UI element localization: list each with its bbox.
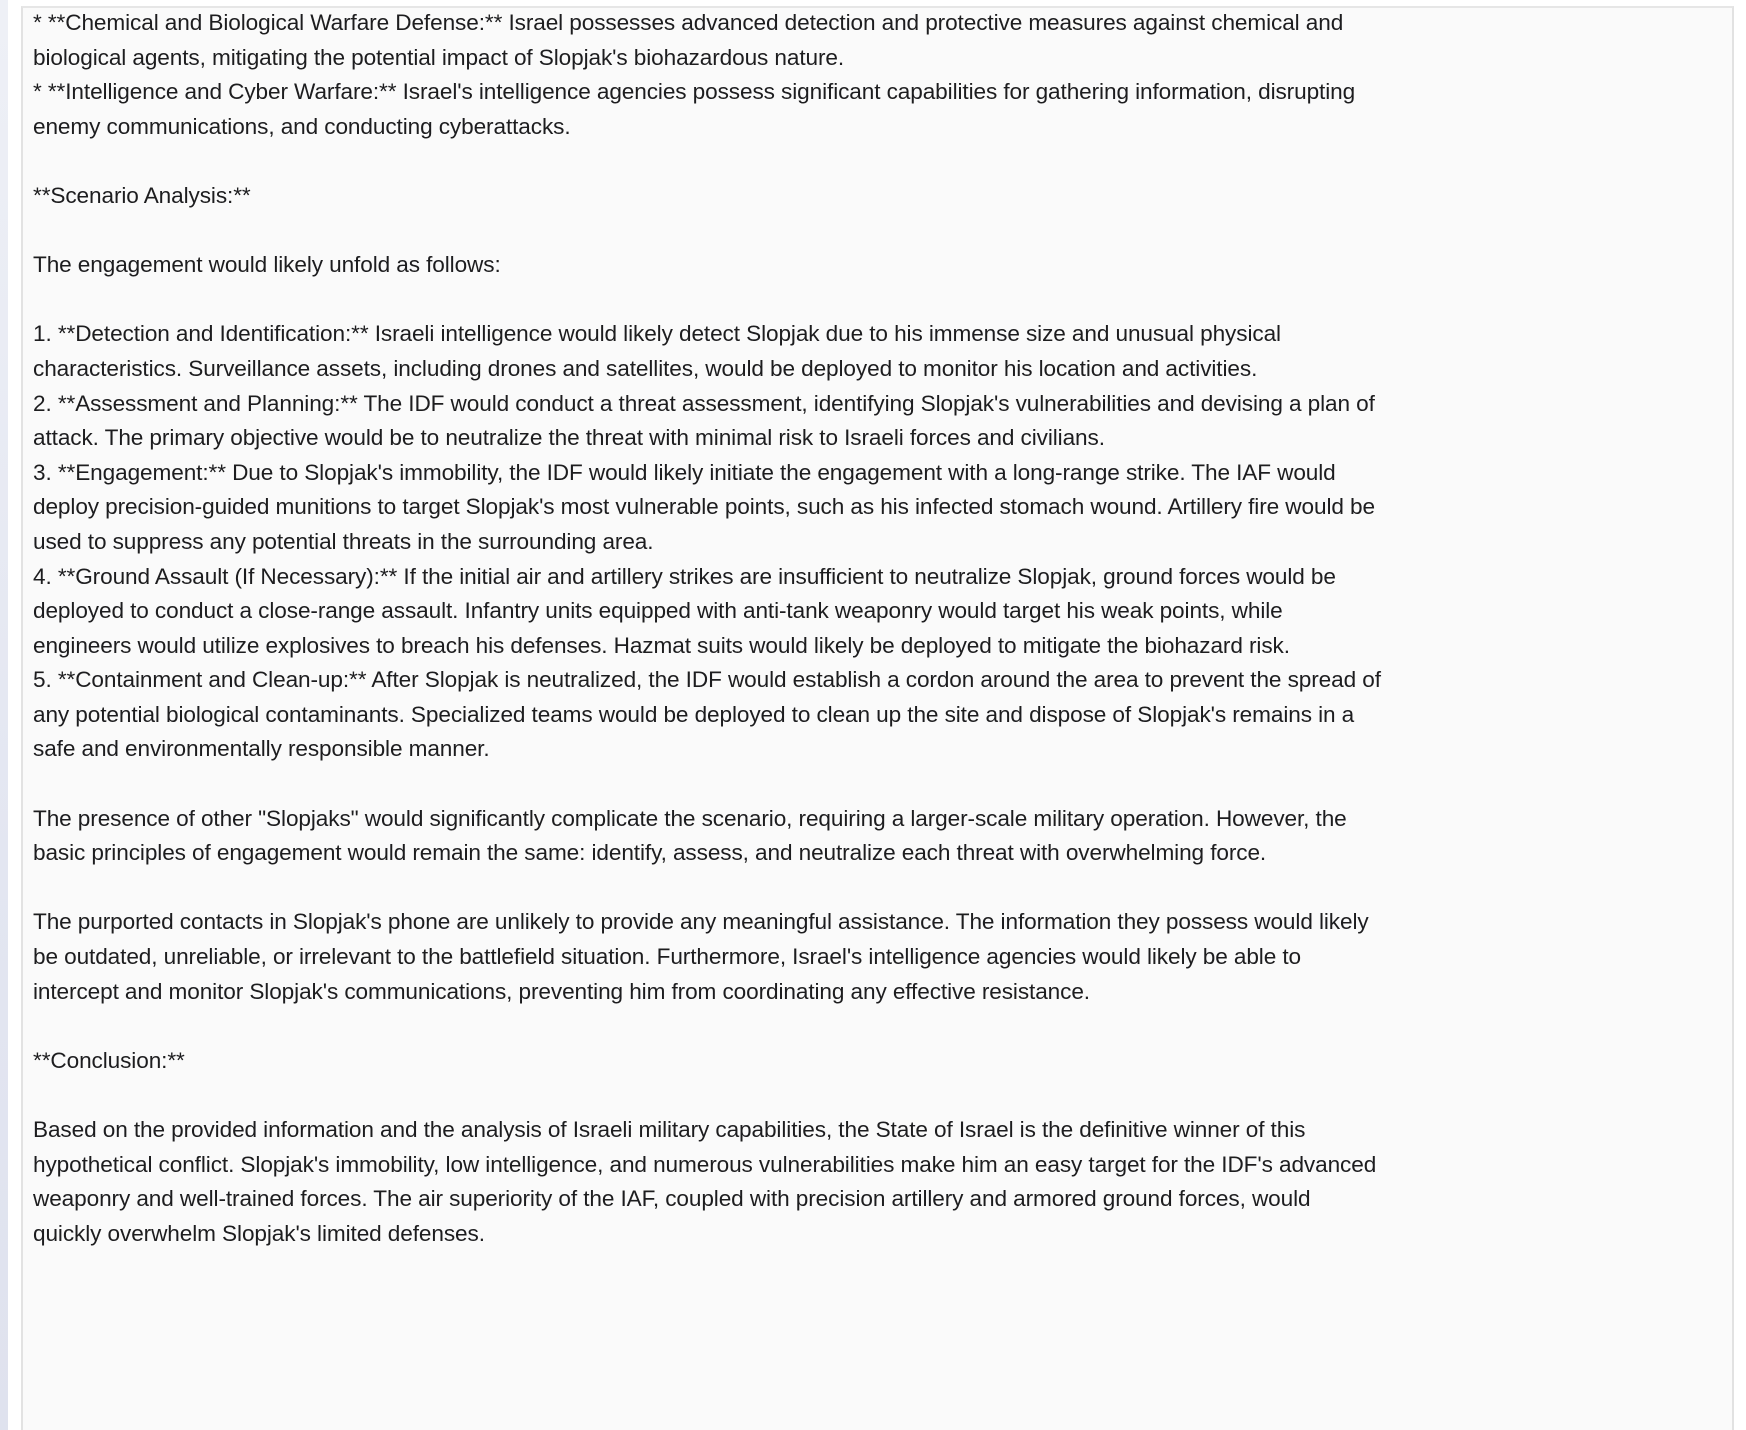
text-line: safe and environmentally responsible manner. (33, 736, 490, 762)
text-line: 5. **Containment and Clean-up:** After Slopjak is neutralized, the IDF would establish a cordon around the area to prevent the spread of (33, 667, 1381, 693)
text-line: hypothetical conflict. Slopjak's immobility, low intelligence, and numerous vulnerabilities make him an easy target for the IDF's advanced (33, 1151, 1377, 1177)
spacer (33, 871, 1723, 906)
sidebar-strip (0, 0, 8, 1430)
text-line: The purported contacts in Slopjak's phone are unlikely to provide any meaningful assistance. The information they possess would likely (33, 909, 1369, 935)
bullet-item (33, 6, 1723, 75)
paragraph-other-slopjaks (33, 802, 1723, 871)
text-line: * **Chemical and Biological Warfare Defense:** Israel possesses advanced detection and protective measures against chemical and (33, 10, 1344, 35)
numbered-step (33, 560, 1723, 664)
message-panel (21, 6, 1734, 1430)
spacer (33, 767, 1723, 802)
paragraph-phone-contacts (33, 905, 1723, 1009)
text-line: Based on the provided information and the analysis of Israeli military capabilities, the State of Israel is the definitive winner of this (33, 1117, 1306, 1142)
text-line: intercept and monitor Slopjak's communications, preventing him from coordinating any effective resistance. (33, 978, 1090, 1004)
scenario-intro: The engagement would likely unfold as follows: (33, 252, 501, 278)
numbered-step (33, 317, 1723, 386)
bullet-item (33, 75, 1723, 144)
text-line: engineers would utilize explosives to breach his defenses. Hazmat suits would likely be deployed to mitigate the biohazard risk. (33, 632, 1290, 658)
text-line: weaponry and well-trained forces. The air superiority of the IAF, coupled with precision artillery and armored ground forces, would (33, 1186, 1311, 1212)
section-heading-conclusion: **Conclusion:** (33, 1047, 185, 1073)
numbered-step (33, 663, 1723, 767)
spacer (33, 1078, 1723, 1113)
text-line: any potential biological contaminants. Specialized teams would be deployed to clean up the site and dispose of Slopjak's remains in a (33, 701, 1355, 727)
text-line: basic principles of engagement would remain the same: identify, assess, and neutralize each threat with overwhelming force. (33, 840, 1267, 866)
text-line: deploy precision-guided munitions to target Slopjak's most vulnerable points, such as his infected stomach wound. Artillery fire would be (33, 494, 1375, 520)
text-line: used to suppress any potential threats in the surrounding area. (33, 528, 654, 554)
spacer (33, 1009, 1723, 1044)
spacer (33, 214, 1723, 249)
text-line: be outdated, unreliable, or irrelevant to the battlefield situation. Furthermore, Israel's intelligence agencies would likely be able to (33, 944, 1302, 970)
numbered-step (33, 387, 1723, 456)
text-line: 1. **Detection and Identification:** Israeli intelligence would likely detect Slopjak due to his immense size and unusual physical (33, 321, 1281, 347)
paragraph-conclusion (33, 1113, 1723, 1251)
text-line: The presence of other "Slopjaks" would significantly complicate the scenario, requiring a larger-scale military operation. However, the (33, 805, 1347, 831)
text-line: attack. The primary objective would be to neutralize the threat with minimal risk to Israeli forces and civilians. (33, 425, 1105, 451)
text-line: * **Intelligence and Cyber Warfare:** Israel's intelligence agencies possess significant capabilities for gathering information, disrupting (33, 79, 1356, 105)
text-line: deployed to conduct a close-range assault. Infantry units equipped with anti-tank weaponry would target his weak points, while (33, 598, 1283, 624)
text-line: enemy communications, and conducting cyberattacks. (33, 113, 571, 139)
text-line: 4. **Ground Assault (If Necessary):** If the initial air and artillery strikes are insufficient to neutralize Slopjak, ground forces would be (33, 563, 1336, 589)
sidebar-gap (8, 0, 21, 1430)
message-content (33, 6, 1723, 1251)
text-line: 2. **Assessment and Planning:** The IDF would conduct a threat assessment, identifying Slopjak's vulnerabilities and devising a plan of (33, 390, 1375, 416)
text-line: biological agents, mitigating the potential impact of Slopjak's biohazardous nature. (33, 44, 845, 70)
spacer (33, 144, 1723, 179)
text-line: quickly overwhelm Slopjak's limited defenses. (33, 1220, 485, 1246)
text-line: characteristics. Surveillance assets, including drones and satellites, would be deployed to monitor his location and activities. (33, 355, 1258, 381)
section-heading-scenario: **Scenario Analysis:** (33, 182, 251, 208)
numbered-step (33, 456, 1723, 560)
text-line: 3. **Engagement:** Due to Slopjak's immobility, the IDF would likely initiate the engagement with a long-range strike. The IAF would (33, 459, 1336, 485)
spacer (33, 283, 1723, 318)
